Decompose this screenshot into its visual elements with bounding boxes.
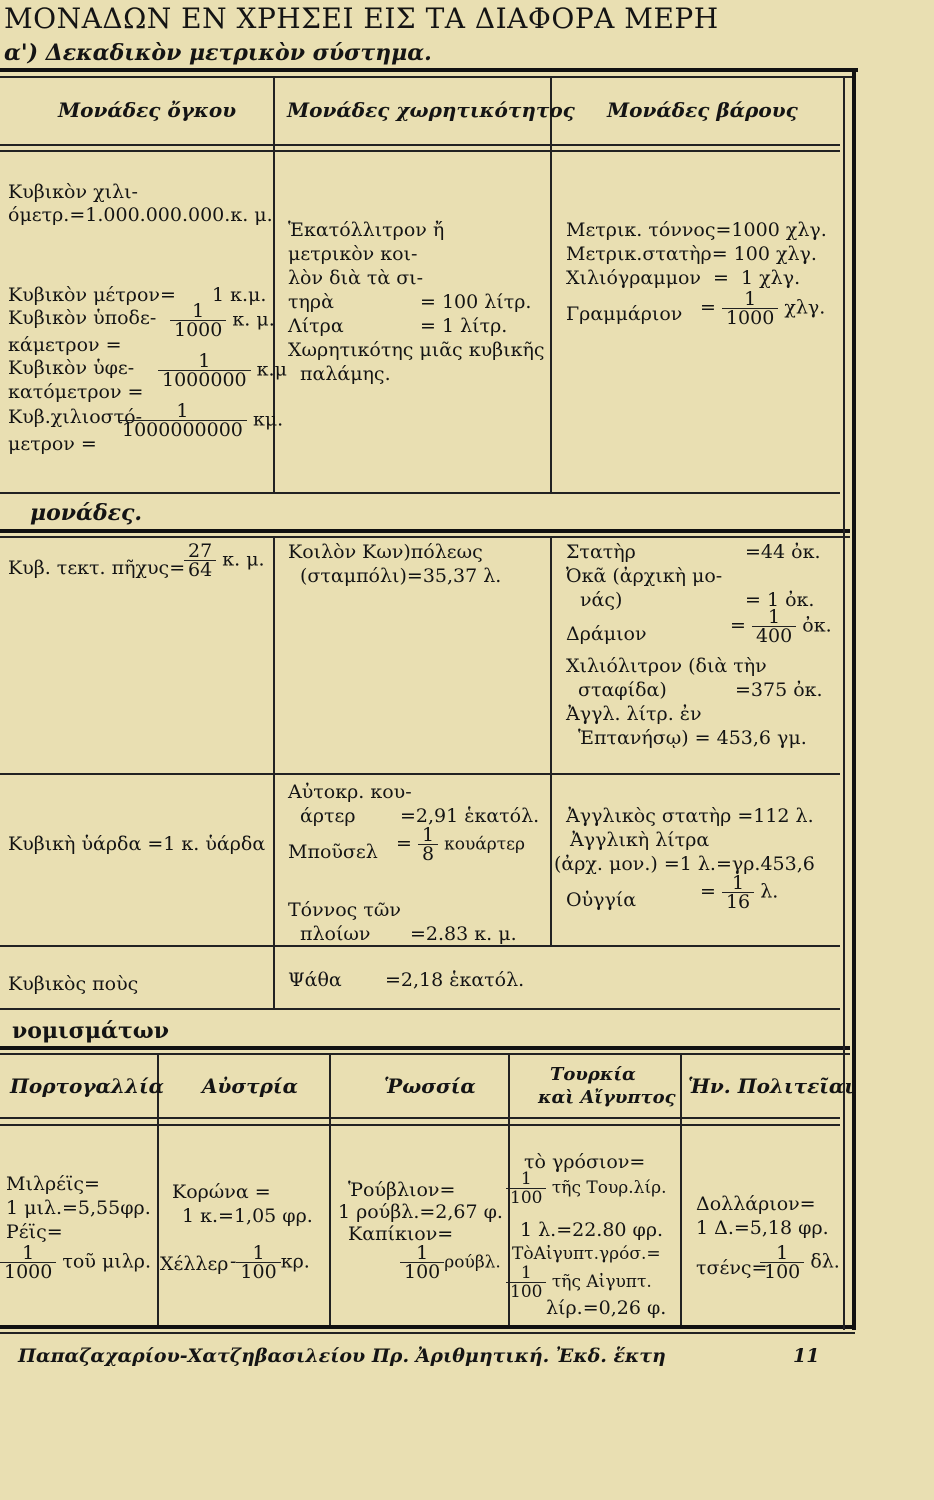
coin-header-austria: Αὐστρία [202, 1074, 298, 1098]
frac-num: 1 [506, 1264, 546, 1283]
coin-fraction [506, 1170, 667, 1207]
rule [0, 1053, 850, 1055]
weight-line: Χιλιόγραμμον = 1 χλγ. [566, 267, 801, 289]
local-volume: Κυβ. τεκτ. πῆχυς= [8, 557, 186, 579]
frac-den: 100 [510, 1282, 543, 1302]
frac-unit: τῆς Τουρ.λίρ. [551, 1178, 667, 1198]
local-weight: νάς) [580, 589, 623, 611]
section-subtitle: α') Δεκαδικὸν μετρικὸν σύστημα. [4, 40, 432, 66]
coin-header-egypt: καὶ Αἴγυπτος [538, 1087, 676, 1108]
coin-line: ΤὸΑἰγυπτ.γρόσ.= [512, 1244, 661, 1264]
frac-den: 100 [510, 1188, 543, 1208]
rule [0, 144, 840, 146]
coin-line: Κορώνα = [172, 1181, 271, 1203]
frac-den: 100 [404, 1261, 441, 1283]
local-volume-fraction [184, 542, 265, 579]
volume-line: κατόμετρον = [8, 381, 144, 403]
frac-num: 1 [170, 302, 226, 321]
volume-fraction [158, 352, 287, 389]
frac-num: 27 [184, 542, 216, 561]
weight-line: Γραμμάριον [566, 303, 683, 325]
rule [0, 1008, 840, 1010]
volume-line: Κυβικὸν ὑποδε- [8, 307, 157, 329]
rule [680, 1053, 682, 1325]
frac-den: 8 [421, 843, 435, 865]
local-weight: Οὐγγία [566, 889, 637, 911]
frac-unit: τοῦ μιλρ. [62, 1250, 151, 1273]
coin-line: Χέλλερ [160, 1253, 229, 1275]
coin-line: Δολλάριον= [696, 1193, 816, 1215]
rule [0, 492, 840, 494]
rule [0, 1117, 840, 1119]
frac-den: 1000 [174, 319, 223, 341]
coin-header-portugal: Πορτογαλλία [10, 1074, 165, 1098]
col-header-volume: Μονάδες ὄγκου [58, 98, 237, 122]
local-capacity-value: =2,18 ἑκατόλ. [385, 969, 525, 991]
rule [843, 76, 845, 1330]
capacity-value: = 1 λίτρ. [420, 315, 508, 337]
coin-line: Μιλρέϊς= [6, 1173, 100, 1195]
local-capacity: Τόννος τῶν [288, 899, 401, 921]
frac-num: 1 [400, 1244, 444, 1263]
frac-num: 1 [722, 290, 778, 309]
coin-line: τσένς= [696, 1257, 768, 1279]
local-capacity: Κοιλὸν Κων)πόλεως [288, 541, 483, 563]
frac-num: 1 [418, 826, 438, 845]
local-weight: Ἑπτανήσῳ) = 453,6 γμ. [578, 727, 807, 749]
capacity-line: Χωρητικότης μιᾶς κυβικῆς [288, 339, 545, 361]
coin-line: τὸ γρόσιον= [524, 1151, 646, 1173]
coin-header-turkey: Τουρκία [550, 1064, 636, 1085]
local-weight-fraction: = $\frac{1}{16}$ λ. [700, 872, 779, 913]
frac-num: 1 [506, 1170, 546, 1189]
frac-unit: κ. μ. [232, 308, 275, 331]
local-weight: Χιλιόλιτρον (διὰ τὴν [566, 655, 767, 677]
volume-line: κάμετρον = [8, 334, 122, 356]
coin-line: Ῥούβλιον= [348, 1179, 456, 1201]
local-capacity-value: =2,91 ἑκατόλ. [400, 805, 540, 827]
coin-header-russia: Ῥωσσία [384, 1074, 476, 1098]
local-volume: Κυβικὸς ποὺς [8, 973, 139, 995]
coin-line: Ρέϊς= [6, 1221, 63, 1243]
capacity-value: = 100 λίτρ. [420, 291, 532, 313]
volume-line: Κυβ.χιλιοστό- [8, 406, 143, 428]
local-weight: σταφίδα) [578, 679, 667, 701]
frac-unit: κ.μ [256, 358, 287, 381]
frac-unit: κρ. [280, 1250, 310, 1273]
frac-unit: τῆς Αἰγυπτ. [551, 1272, 652, 1292]
rule [0, 773, 840, 775]
local-weight-value: =375 ὀκ. [735, 679, 823, 701]
rule [0, 1325, 855, 1329]
local-weight: Ἀγγλικὸς στατὴρ =112 λ. [566, 805, 814, 827]
frac-num: 1 [158, 352, 251, 371]
coin-fraction: - $\frac{1}{100}$ κρ. [230, 1242, 310, 1283]
frac-den: 64 [188, 559, 213, 581]
coin-fraction [760, 1244, 840, 1281]
local-weight: Ἀγγλ. λίτρ. ἐν [566, 703, 702, 725]
local-capacity: πλοίων [300, 923, 371, 945]
local-capacity: άρτερ [300, 805, 356, 827]
local-capacity: Μποῦσελ [288, 841, 378, 863]
local-capacity: (σταμπόλι)=35,37 λ. [300, 565, 502, 587]
local-volume: Κυβικὴ ὑάρδα =1 κ. ὑάρδα [8, 833, 266, 855]
frac-den: 1000000000 [122, 419, 243, 441]
frac-unit: ρούβλ. [444, 1252, 501, 1273]
coin-line: λίρ.=0,26 φ. [546, 1297, 667, 1319]
weight-line: Μετρικ.στατὴρ= 100 χλγ. [566, 243, 817, 265]
frac-unit: κουάρτερ [444, 834, 525, 855]
frac-num: 1 [236, 1244, 280, 1263]
rule [0, 1124, 840, 1126]
frac-unit: κ. μ. [222, 548, 265, 571]
coin-line: 1 ρούβλ.=2,67 φ. [338, 1201, 503, 1223]
volume-line: Κυβικὸν ὑφε- [8, 357, 135, 379]
capacity-line: Ἑκατόλλιτρον ἤ [288, 219, 445, 241]
local-capacity: Ψάθα [288, 969, 342, 991]
frac-den: 100 [764, 1261, 801, 1283]
frac-num: 1 [0, 1244, 56, 1263]
frac-num: 1 [752, 608, 796, 627]
rule [273, 536, 275, 1008]
coin-fraction [400, 1244, 501, 1281]
local-weight: (ἀρχ. μον.) =1 λ.=γρ.453,6 [554, 853, 815, 875]
volume-line: μετρον = [8, 433, 97, 455]
frac-num: 1 [760, 1244, 804, 1263]
coin-line: 1 λ.=22.80 φρ. [520, 1219, 664, 1241]
local-weight-value: =44 ὀκ. [745, 541, 821, 563]
rule [0, 529, 850, 533]
section-label-local: μονάδες. [30, 500, 143, 526]
local-weight-value: = 1 ὀκ. [745, 589, 815, 611]
frac-num: 1 [118, 402, 247, 421]
rule [0, 68, 858, 72]
capacity-line: μετρικὸν κοι- [288, 243, 418, 265]
capacity-line: λὸν διὰ τὰ σι- [288, 267, 424, 289]
local-weight: Ἀγγλικὴ λίτρα [570, 829, 710, 851]
frac-den: 1000 [725, 307, 775, 329]
capacity-line: Λίτρα [288, 315, 344, 337]
frac-unit: δλ. [810, 1250, 840, 1273]
weight-line: Μετρικ. τόννος=1000 χλγ. [566, 219, 827, 241]
frac-den: 1000000 [162, 369, 247, 391]
local-weight: Στατὴρ [566, 541, 636, 563]
frac-unit: λ. [760, 880, 779, 903]
frac-unit: κμ. [252, 408, 284, 431]
coin-line: 1 μιλ.=5,55φρ. [6, 1197, 151, 1219]
local-capacity: Αὐτοκρ. κου- [288, 781, 412, 803]
rule [0, 76, 852, 78]
rule [852, 68, 856, 1330]
footer-citation: Παπαζαχαρίου-Χατζηβασιλείου Πρ. Ἀριθμητική. Ἐκδ. ἕκτη [18, 1345, 666, 1367]
page-title: ΜΟΝΑΔΩΝ ΕΝ ΧΡΗΣΕΙ ΕΙΣ ΤΑ ΔΙΑΦΟΡΑ ΜΕΡΗ [4, 2, 719, 35]
col-header-capacity: Μονάδες χωρητικότητος [287, 98, 575, 122]
volume-line: όμετρ.=1.000.000.000.κ. μ. [8, 204, 273, 226]
coin-line: Καπίκιον= [348, 1223, 454, 1245]
rule [0, 150, 840, 152]
section-label-coins: νομισμάτων [12, 1018, 169, 1044]
frac-den: 16 [725, 891, 751, 913]
coin-fraction [0, 1244, 151, 1281]
page-number: 11 [793, 1345, 820, 1367]
volume-line: Κυβικὸν χιλι- [8, 181, 138, 203]
volume-fraction [118, 402, 283, 439]
volume-line: Κυβικὸν μέτρον= [8, 284, 176, 306]
capacity-line: παλάμης. [300, 363, 391, 385]
frac-den: 1000 [4, 1261, 53, 1283]
coin-line: 1 Δ.=5,18 φρ. [696, 1217, 829, 1239]
frac-den: 100 [240, 1261, 277, 1283]
local-weight: Δράμιον [566, 623, 647, 645]
local-capacity-value: =2.83 κ. μ. [410, 923, 517, 945]
rule [550, 536, 552, 946]
rule [550, 76, 552, 492]
frac-unit: ὀκ. [802, 614, 832, 637]
capacity-line: τηρὰ [288, 291, 334, 313]
rule [329, 1053, 331, 1325]
rule [0, 1332, 855, 1334]
frac-den: 400 [755, 625, 793, 647]
col-header-weight: Μονάδες βάρους [607, 98, 798, 122]
volume-value: 1 κ.μ. [212, 284, 267, 306]
local-weight: Ὀκᾶ (ἀρχικὴ μο- [566, 565, 723, 587]
local-capacity-fraction: = $\frac{1}{8}$ κουάρτερ [396, 824, 525, 865]
volume-fraction [170, 302, 275, 339]
coin-header-usa: Ἡν. Πολιτεῖαι [688, 1074, 854, 1098]
weight-fraction: = $\frac{1}{1000}$ χλγ. [700, 288, 826, 329]
local-weight-fraction: = $\frac{1}{400}$ ὀκ. [730, 606, 832, 647]
coin-line: 1 κ.=1,05 φρ. [182, 1205, 313, 1227]
rule [0, 536, 850, 538]
frac-unit: χλγ. [784, 296, 826, 319]
rule [0, 1046, 850, 1050]
frac-num: 1 [722, 874, 754, 893]
